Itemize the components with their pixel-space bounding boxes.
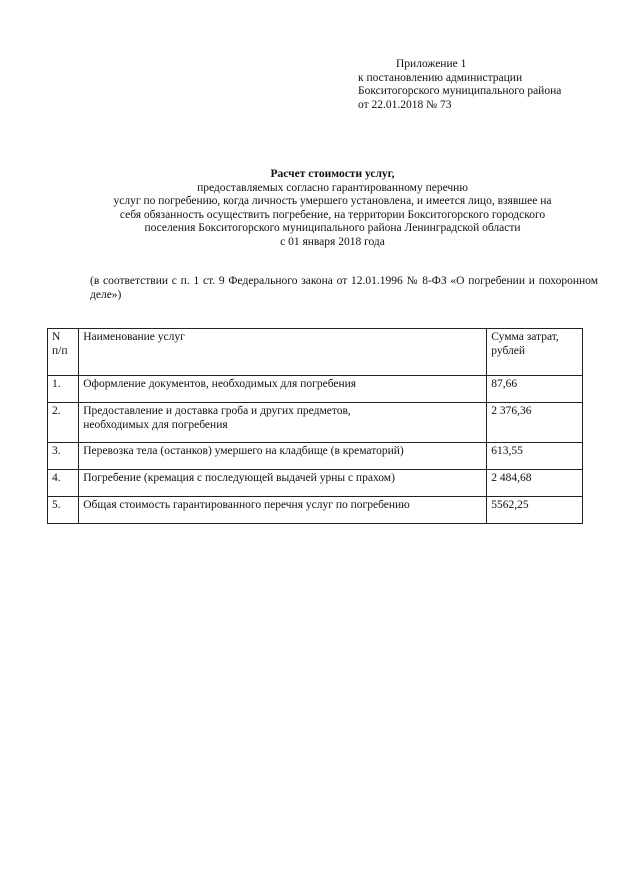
header-sum	[487, 329, 583, 376]
table-row	[48, 376, 583, 403]
row-service-name-line-1: Оформление документов, необходимых для погребения	[83, 378, 357, 390]
row-service-name	[79, 443, 487, 470]
legal-basis: (в соответствии с п. 1 ст. 9 Федерального закона от 12.01.1996 № 8-ФЗ «О погребении и похоронном деле»)	[90, 275, 598, 301]
row-sum: 2 376,36	[487, 403, 583, 443]
heading-line-4: поселения Бокситогорского муниципального района Ленинградской области	[144, 222, 521, 234]
annex-line-3: Бокситогорского муниципального района	[358, 85, 562, 97]
row-service-name-line-1: Общая стоимость гарантированного перечня услуг по погребению	[83, 499, 410, 511]
table-row	[48, 470, 583, 497]
row-service-name	[79, 497, 487, 524]
document-title: Расчет стоимости услуг,	[270, 168, 395, 180]
header-number	[48, 329, 79, 376]
annex-block	[358, 58, 628, 112]
services-table	[47, 328, 583, 524]
annex-line-1: Приложение 1	[396, 58, 467, 70]
table-row	[48, 497, 583, 524]
row-number: 4.	[48, 470, 79, 497]
row-number: 5.	[48, 497, 79, 524]
header-name: Наименование услуг	[79, 329, 487, 376]
row-sum: 2 484,68	[487, 470, 583, 497]
heading-line-3: себя обязанность осуществить погребение, на территории Бокситогорского городского	[119, 208, 546, 221]
header-sum-line-1: Сумма затрат,	[491, 331, 559, 343]
row-service-name-line-1: Перевозка тела (останков) умершего на кладбище (в крематорий)	[83, 445, 404, 457]
table-row	[48, 443, 583, 470]
table-header-row	[48, 329, 583, 376]
row-sum: 5562,25	[487, 497, 583, 524]
row-number: 1.	[48, 376, 79, 403]
document-heading	[60, 168, 605, 249]
row-service-name	[79, 376, 487, 403]
heading-line-5: с 01 января 2018 года	[280, 235, 385, 248]
row-service-name-line-2: необходимых для погребения	[83, 418, 228, 431]
row-sum: 613,55	[487, 443, 583, 470]
header-number-line-1: N	[52, 331, 61, 343]
row-service-name-line-1: Предоставление и доставка гроба и других предметов,	[83, 405, 351, 417]
row-sum: 87,66	[487, 376, 583, 403]
heading-line-2: услуг по погребению, когда личность умершего установлена, и имеется лицо, взявшее на	[113, 195, 552, 207]
row-service-name	[79, 470, 487, 497]
row-service-name	[79, 403, 487, 443]
header-sum-line-2: рублей	[491, 344, 526, 357]
row-service-name-line-1: Погребение (кремация с последующей выдачей урны с прахом)	[83, 472, 395, 484]
table-row	[48, 403, 583, 443]
row-number: 3.	[48, 443, 79, 470]
header-number-line-2: п/п	[52, 344, 68, 357]
row-number: 2.	[48, 403, 79, 443]
heading-line-1: предоставляемых согласно гарантированному перечню	[197, 181, 468, 194]
annex-line-4: от 22.01.2018 № 73	[358, 98, 452, 111]
annex-line-2: к постановлению администрации	[358, 71, 523, 84]
